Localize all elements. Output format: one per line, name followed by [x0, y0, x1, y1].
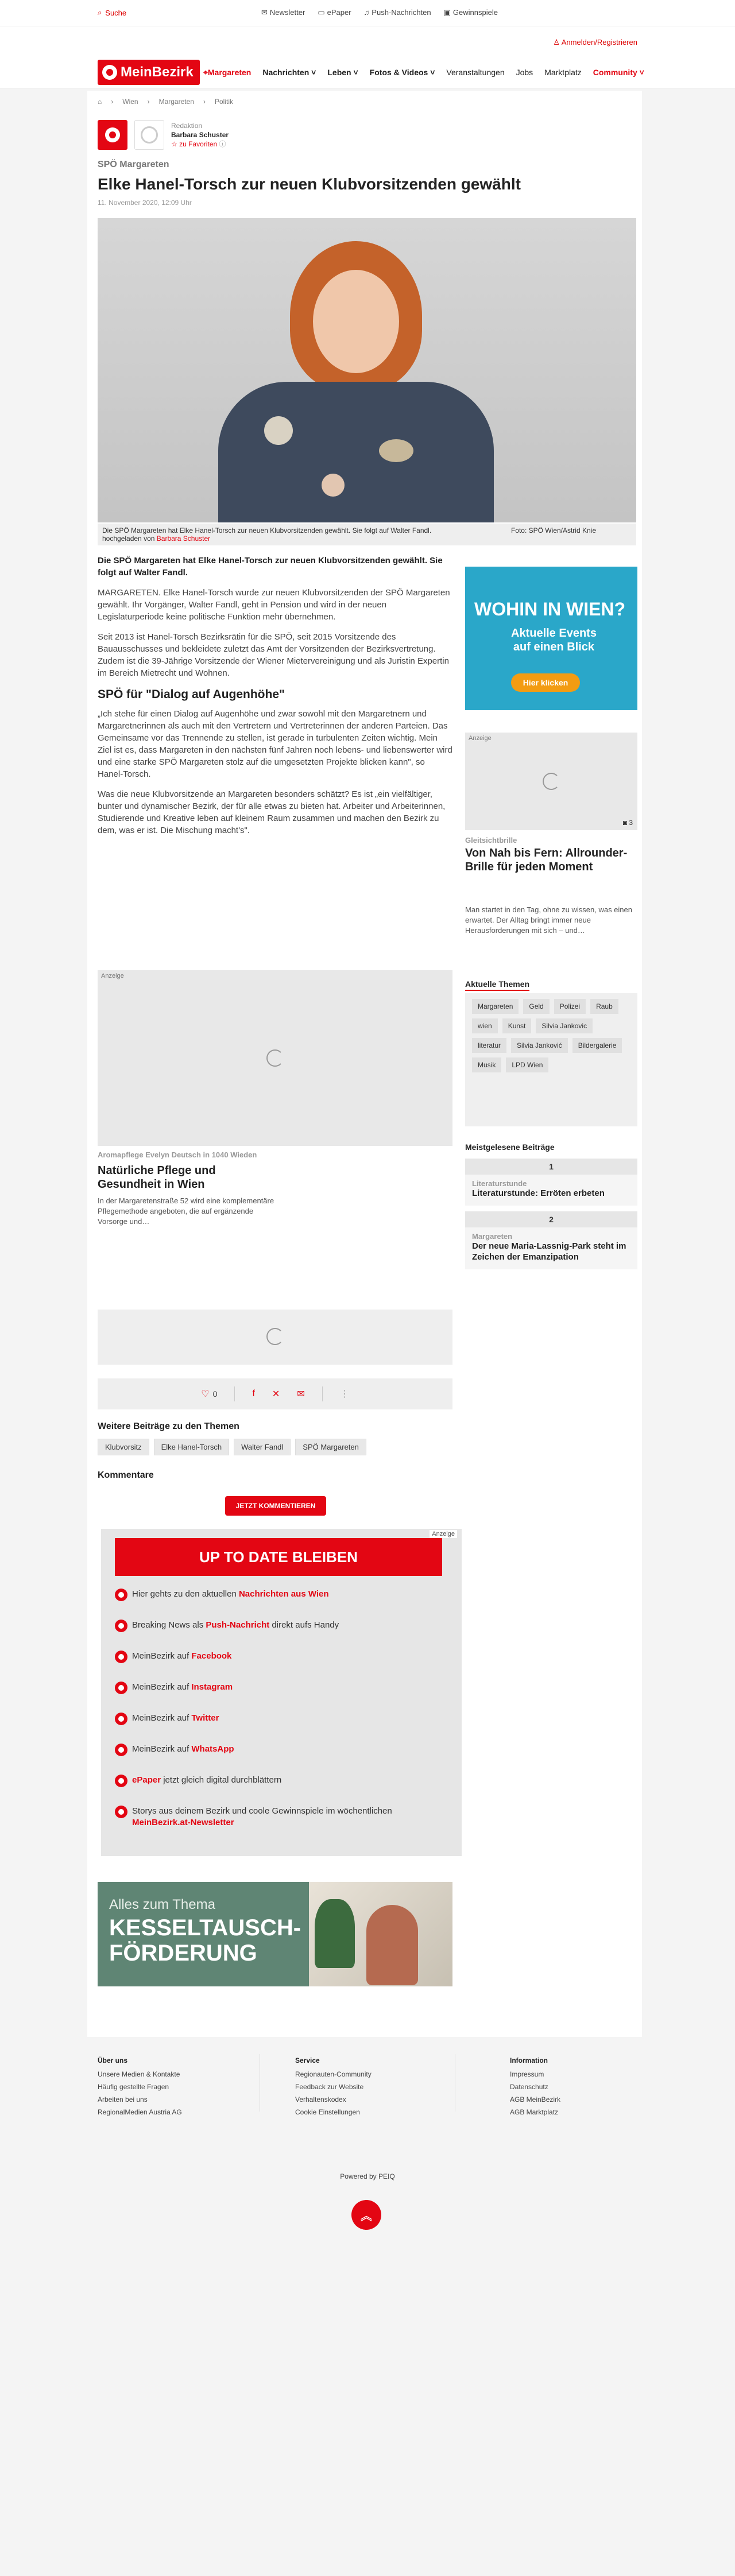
breadcrumb: ⌂ › Wien › Margareten › Politik: [98, 98, 233, 106]
page-title: Elke Hanel-Torsch zur neuen Klubvorsitzenden gewählt: [98, 175, 521, 193]
newsletter-link[interactable]: ✉ Newsletter: [261, 8, 305, 17]
nav-item-veranstaltungen[interactable]: Veranstaltungen: [446, 68, 505, 77]
native-ad-text: In der Margaretenstraße 52 wird eine komplementäre Pflegemethode angeboten, die auf ergänzende Vorsorge und…: [98, 1196, 274, 1226]
footer-link[interactable]: AGB Marktplatz: [510, 2108, 559, 2116]
flower-bullet-icon: [115, 1806, 127, 1818]
list-item[interactable]: Literaturstunde Literaturstunde: Erröten erbeten: [465, 1175, 637, 1206]
comments-heading: Kommentare: [98, 1470, 154, 1480]
topic-chip[interactable]: literatur: [472, 1038, 506, 1053]
footer-link[interactable]: Arbeiten bei uns: [98, 2095, 148, 2104]
footer: [87, 2037, 642, 2116]
topics-heading: Weitere Beiträge zu den Themen: [98, 1421, 239, 1431]
content-card: [87, 91, 642, 2037]
gewinnspiele-link[interactable]: ▣ Gewinnspiele: [443, 8, 498, 17]
list-item[interactable]: Margareten Der neue Maria-Lassnig-Park steht im Zeichen der Emanzipation: [465, 1227, 637, 1269]
topic-chip[interactable]: wien: [472, 1018, 498, 1033]
like-button[interactable]: ♡ 0: [201, 1389, 218, 1399]
current-topics: [465, 993, 637, 1126]
facebook-icon[interactable]: f: [252, 1389, 255, 1399]
footer-link[interactable]: Verhaltenskodex: [295, 2095, 346, 2104]
flower-bullet-icon: [115, 1713, 127, 1725]
most-read-list: [465, 1159, 637, 1269]
list-item[interactable]: MeinBezirk auf WhatsApp: [115, 1744, 442, 1756]
hero-image[interactable]: [98, 218, 636, 522]
breadcrumb-margareten[interactable]: Margareten: [158, 98, 194, 106]
current-topics-heading: Aktuelle Themen: [465, 979, 529, 991]
powered-by: Powered by PEIQ: [340, 2172, 395, 2180]
topic-chip[interactable]: Musik: [472, 1057, 501, 1072]
article-subheading: SPÖ für "Dialog auf Augenhöhe": [98, 688, 285, 701]
topic-tag[interactable]: Elke Hanel-Torsch: [154, 1439, 230, 1455]
author-box: [98, 118, 229, 152]
topic-chip[interactable]: Geld: [523, 999, 549, 1014]
uploader-link[interactable]: Barbara Schuster: [156, 534, 211, 543]
topic-chip[interactable]: Silvia Janković: [511, 1038, 568, 1053]
loading-spinner-icon: [543, 773, 560, 790]
logo-flower-icon: [105, 127, 120, 142]
kesseltausch-ad[interactable]: Alles zum Thema KESSELTAUSCH- FÖRDERUNG: [98, 1882, 452, 1986]
inline-ad[interactable]: [98, 970, 452, 1146]
inline-ad-2[interactable]: [98, 1310, 452, 1365]
image-caption: Die SPÖ Margareten hat Elke Hanel-Torsch zur neuen Klubvorsitzenden gewählt. Sie folgt auf Walter Fandl. Foto: SPÖ Wien/Astrid Knie hochgeladen von Barbara Schuster: [98, 524, 636, 545]
newsletter-icon: ✉: [261, 8, 268, 17]
flower-bullet-icon: [115, 1620, 127, 1632]
gift-icon: ▣: [443, 8, 451, 17]
main-nav: [0, 56, 735, 88]
topic-chip[interactable]: LPD Wien: [506, 1057, 548, 1072]
list-item[interactable]: MeinBezirk auf Facebook: [115, 1651, 442, 1663]
footer-link[interactable]: Datenschutz: [510, 2083, 548, 2091]
camera-icon: ◙: [622, 819, 629, 827]
back-to-top-button[interactable]: [351, 2200, 381, 2230]
ad-label: Anzeige: [469, 735, 492, 742]
list-item[interactable]: MeinBezirk auf Twitter: [115, 1713, 442, 1725]
login-bar: [0, 26, 735, 56]
more-options-icon[interactable]: ⋮: [339, 1389, 349, 1399]
footer-link[interactable]: Regionauten-Community: [295, 2070, 372, 2078]
footer-col-information: Information Impressum Datenschutz AGB MeinBezirk AGB Marktplatz: [510, 2054, 560, 2118]
list-item[interactable]: ePaper jetzt gleich digital durchblättern: [115, 1775, 442, 1787]
footer-link[interactable]: AGB MeinBezirk: [510, 2095, 561, 2104]
footer-link[interactable]: Cookie Einstellungen: [295, 2108, 360, 2116]
author-role: Redaktion: [171, 122, 203, 130]
flower-bullet-icon: [115, 1682, 127, 1694]
footer-link[interactable]: Unsere Medien & Kontakte: [98, 2070, 180, 2078]
native-ad-teaser[interactable]: [98, 1150, 281, 1227]
avatar-placeholder-icon: [141, 126, 158, 144]
footer-col-about: Über uns Unsere Medien & Kontakte Häufig gestellte Fragen Arbeiten bei uns RegionalMedien Austria AG: [98, 2054, 182, 2118]
utility-bar: [0, 0, 735, 26]
logo-flower-icon: [102, 65, 117, 80]
info-icon: ⓘ: [219, 140, 226, 148]
flower-bullet-icon: [115, 1775, 127, 1787]
footer-link[interactable]: Feedback zur Website: [295, 2083, 364, 2091]
breadcrumb-politik[interactable]: Politik: [214, 98, 233, 106]
topic-chip[interactable]: Kunst: [502, 1018, 532, 1033]
article-body: [98, 555, 452, 845]
nav-location[interactable]: ⌖Margareten: [203, 68, 252, 77]
bell-icon: ♫: [363, 8, 370, 17]
flower-bullet-icon: [115, 1744, 127, 1756]
mail-icon[interactable]: ✉: [297, 1389, 305, 1399]
topic-chip[interactable]: Silvia Jankovic: [536, 1018, 593, 1033]
avatar[interactable]: [134, 120, 164, 150]
epaper-icon: ▭: [318, 8, 325, 17]
share-bar: [98, 1378, 452, 1409]
article-lead: Die SPÖ Margareten hat Elke Hanel-Torsch zur neuen Klubvorsitzenden gewählt. Sie folgt auf Walter Fandl.: [98, 556, 443, 578]
topic-chip[interactable]: Raub: [590, 999, 618, 1014]
rank-number: 1: [465, 1159, 637, 1175]
login-link[interactable]: ♙ Anmelden/Registrieren: [553, 38, 637, 47]
up-to-date-ad: [101, 1529, 462, 1856]
image-credit: Foto: SPÖ Wien/Astrid Knie: [510, 526, 596, 534]
topic-tag[interactable]: Walter Fandl: [234, 1439, 291, 1455]
nav-item-marktplatz[interactable]: Marktplatz: [544, 68, 582, 77]
article-kicker: SPÖ Margareten: [98, 160, 169, 169]
pin-icon: ⌖: [203, 68, 208, 77]
article-paragraph: Seit 2013 ist Hanel-Torsch Bezirksrätin für die SPÖ, seit 2015 Vorsitzende des Bauausschusses und bekleidete zuletzt das Amt der Vorsitzenden der Bezirksvertretung. Zudem ist die 39-Jährige Vorsitzende der Wiener Mietervereinigung und als Juristin Expertin im Bereich Mietrecht und Wohnen.: [98, 632, 449, 678]
star-icon: ☆: [171, 140, 180, 148]
rank-number: 2: [465, 1211, 637, 1227]
topic-tags: [98, 1439, 366, 1455]
x-icon[interactable]: ✕: [272, 1389, 280, 1399]
flower-bullet-icon: [115, 1651, 127, 1663]
list-item[interactable]: Storys aus deinem Bezirk und coole Gewinnspiele im wöchentlichen MeinBezirk.at-Newsletter: [115, 1806, 442, 1829]
footer-col-service: Service Regionauten-Community Feedback zur Website Verhaltenskodex Cookie Einstellungen: [295, 2054, 372, 2118]
nav-item-jobs[interactable]: Jobs: [516, 68, 533, 77]
search-link[interactable]: ⌕ Suche: [98, 8, 127, 17]
nav-item-leben[interactable]: Leben ˅: [327, 68, 358, 77]
nav-item-fotos[interactable]: Fotos & Videos ˅: [369, 68, 435, 77]
native-ad-source: Aromapflege Evelyn Deutsch in 1040 Wieden: [98, 1151, 257, 1159]
up-to-date-banner: UP TO DATE BLEIBEN: [115, 1538, 442, 1576]
article-date: 11. November 2020, 12:09 Uhr: [98, 199, 192, 207]
comment-button[interactable]: JETZT KOMMENTIEREN: [225, 1496, 326, 1516]
sidebar-story-source: Gleitsichtbrille: [465, 836, 517, 845]
list-item[interactable]: MeinBezirk auf Instagram: [115, 1682, 442, 1694]
list-item[interactable]: Hier gehts zu den aktuellen Nachrichten aus Wien: [115, 1589, 442, 1601]
nav-item-community[interactable]: Community ˅: [593, 68, 644, 77]
site-logo[interactable]: MeinBezirk: [98, 60, 200, 85]
double-chevron-up-icon: ︽: [361, 2210, 372, 2223]
push-link[interactable]: ♫ Push-Nachrichten: [363, 8, 431, 17]
utility-links: [261, 8, 498, 17]
nav-list: [203, 68, 644, 78]
favorite-link[interactable]: ☆ zu Favoriten ⓘ: [171, 140, 226, 148]
up-to-date-list: [115, 1589, 442, 1847]
home-icon[interactable]: ⌂: [98, 98, 102, 106]
heart-icon: ♡: [201, 1389, 210, 1399]
hier-klicken-button[interactable]: Hier klicken: [511, 673, 580, 692]
footer-link[interactable]: Häufig gestellte Fragen: [98, 2083, 169, 2091]
sidebar-ad[interactable]: Anzeige ◙ 3: [465, 733, 637, 830]
topic-chip[interactable]: Polizei: [554, 999, 586, 1014]
article-paragraph: MARGARETEN. Elke Hanel-Torsch wurde zur neuen Klubvorsitzenden der SPÖ Margareten gewählt. Ihr Vorgänger, Walter Fandl, geht in Pension und wird in der neuen Legislaturperiode keine politische Funktion mehr übernehmen.: [98, 588, 450, 622]
most-read-heading: Meistgelesene Beiträge: [465, 1142, 555, 1152]
topic-tag[interactable]: SPÖ Margareten: [295, 1439, 366, 1455]
footer-link[interactable]: Impressum: [510, 2070, 544, 2078]
loading-spinner-icon: [266, 1049, 284, 1067]
sidebar-story-title[interactable]: Von Nah bis Fern: Allrounder-Brille für jeden Moment: [465, 847, 628, 873]
list-item[interactable]: Breaking News als Push-Nachricht direkt aufs Handy: [115, 1620, 442, 1632]
loading-spinner-icon: [266, 1328, 284, 1345]
article-paragraph: Was die neue Klubvorsitzende an Margareten besonders schätzt? Es ist „ein vielfältiger, bunter und dynamischer Bezirk, der für alle etwas zu bieten hat. Arbeiter und Arbeiterinnen, Studierende und Kreative leben auf kleinem Raum zusammen und machen den Bezirk zu dem, was er ist. Die Mischung macht's".: [98, 789, 446, 835]
search-icon: ⌕: [98, 8, 102, 17]
sidebar-story-text: Man startet in den Tag, ohne zu wissen, was einen erwartet. Der Alltag bringt immer neue Herausforderungen mit sich – und…: [465, 905, 632, 935]
epaper-link[interactable]: ▭ ePaper: [318, 8, 351, 17]
wohin-in-wien-ad[interactable]: WOHIN IN WIEN? Aktuelle Events auf einen Blick Hier klicken: [465, 567, 637, 710]
topic-tag[interactable]: Klubvorsitz: [98, 1439, 149, 1455]
ad-label: Anzeige: [430, 1530, 457, 1538]
breadcrumb-wien[interactable]: Wien: [122, 98, 138, 106]
article-paragraph: „Ich stehe für einen Dialog auf Augenhöhe und zwar sowohl mit den Margaretnern und Margaretnerinnen als auch mit den Vertretern und Vertreterinnen der anderen Parteien. Das Gemeinsame vor das Trennende zu stellen, ist gerade in turbulenten Zeiten wichtig. Mein Ziel ist es, dass Margareten in den nächsten fünf Jahren noch lebens- und liebenswerter wird und eine starke SPÖ Margareten stolz auf die umgesetzten Projekte blicken kann", so Hanel-Torsch.: [98, 709, 452, 779]
nav-item-nachrichten[interactable]: Nachrichten ˅: [262, 68, 316, 77]
author-name[interactable]: Barbara Schuster: [171, 131, 229, 139]
user-icon: ♙: [553, 38, 562, 47]
native-ad-title: Natürliche Pflege und Gesundheit in Wien: [98, 1164, 216, 1191]
publisher-logo[interactable]: [98, 120, 127, 150]
topic-chip[interactable]: Margareten: [472, 999, 519, 1014]
ad-label: Anzeige: [101, 973, 124, 979]
topic-chip[interactable]: Bildergalerie: [572, 1038, 622, 1053]
flower-bullet-icon: [115, 1589, 127, 1601]
footer-link[interactable]: RegionalMedien Austria AG: [98, 2108, 182, 2116]
